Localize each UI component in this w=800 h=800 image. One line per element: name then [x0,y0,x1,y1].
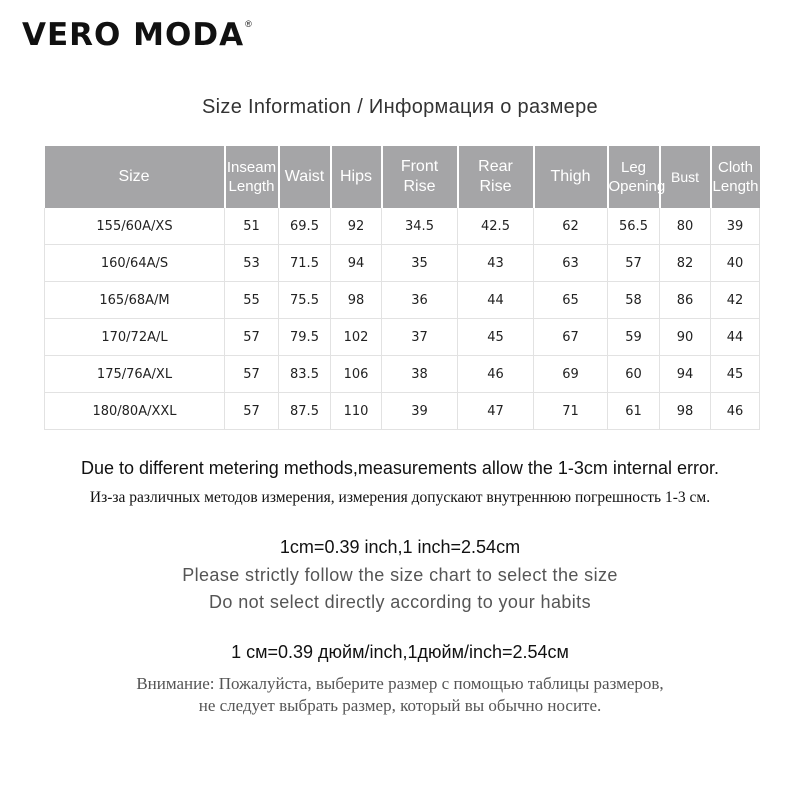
column-header-text: Rise [479,178,512,195]
measurement-cell: 42.5 [458,208,534,245]
measurement-cell: 56.5 [608,208,660,245]
measurement-cell: 82 [660,245,711,282]
measurement-cell: 62 [534,208,608,245]
measurement-cell: 92 [331,208,382,245]
follow-chart-note: Please strictly follow the size chart to select the size [182,565,618,585]
size-label-cell: 175/76A/XL [45,356,225,393]
column-header-text: Inseam [226,159,277,176]
column-header [660,146,711,208]
measurement-cell: 71 [534,393,608,430]
measurement-cell: 39 [382,393,458,430]
table-body [45,208,760,430]
table-row [45,356,760,393]
measurement-cell: 90 [660,319,711,356]
column-header [458,146,534,208]
measurement-cell: 53 [225,245,279,282]
measurement-cell: 67 [534,319,608,356]
measurement-cell: 102 [331,319,382,356]
table-row [45,319,760,356]
registered-mark: ® [245,19,252,29]
column-header [608,146,666,208]
column-header-text: Rise [403,178,436,195]
measurement-cell: 98 [331,282,382,319]
measurement-cell: 75.5 [279,282,331,319]
measurement-cell: 51 [225,208,279,245]
measurement-cell: 71.5 [279,245,331,282]
measurement-cell: 46 [711,393,760,430]
measurement-cell: 63 [534,245,608,282]
column-header [45,146,225,208]
measurement-cell: 79.5 [279,319,331,356]
column-header [534,146,608,208]
measurement-cell: 34.5 [382,208,458,245]
column-header [331,146,382,208]
measurement-cell: 47 [458,393,534,430]
size-label-cell: 170/72A/L [45,319,225,356]
measurement-cell: 55 [225,282,279,319]
column-header-text: Cloth [717,159,754,176]
measurement-error-note-en: Due to different metering methods,measurements allow the 1-3cm internal error. [81,458,719,478]
measurement-cell: 36 [382,282,458,319]
warning-ru-line-2: не следует выбрать размер, который вы обычно носите. [198,696,602,715]
measurement-cell: 46 [458,356,534,393]
page-title: Size Information / Информация о размере [202,96,598,118]
column-header [711,146,760,208]
measurement-cell: 44 [458,282,534,319]
measurement-cell: 58 [608,282,660,319]
measurement-cell: 40 [711,245,760,282]
measurement-cell: 86 [660,282,711,319]
measurement-cell: 57 [608,245,660,282]
measurement-cell: 35 [382,245,458,282]
size-label-cell: 160/64A/S [45,245,225,282]
size-label-cell: 155/60A/XS [45,208,225,245]
column-header [382,146,458,208]
measurement-cell: 42 [711,282,760,319]
column-header-text: Thigh [550,168,591,185]
table-row [45,282,760,319]
column-header-text: Waist [284,168,325,185]
measurement-cell: 43 [458,245,534,282]
column-header-text: Leg [620,159,647,176]
column-header-text: Size [118,168,150,185]
measurement-cell: 110 [331,393,382,430]
table-header-row [45,146,760,208]
column-header-text: Bust [670,169,699,185]
column-header-text: Opening [608,178,666,195]
unit-conversion-en: 1cm=0.39 inch,1 inch=2.54cm [279,537,521,557]
measurement-cell: 39 [711,208,760,245]
measurement-cell: 60 [608,356,660,393]
size-table [44,146,760,430]
column-header-text: Front [400,158,439,175]
table-row [45,208,760,245]
measurement-cell: 45 [458,319,534,356]
measurement-cell: 94 [660,356,711,393]
measurement-cell: 45 [711,356,760,393]
measurement-error-note-ru: Из-за различных методов измерения, измерения допускают внутреннюю погрешность 1-3 см. [89,489,711,506]
measurement-cell: 98 [660,393,711,430]
measurement-cell: 69.5 [279,208,331,245]
measurement-cell: 69 [534,356,608,393]
measurement-cell: 94 [331,245,382,282]
table-row [45,245,760,282]
column-header-text: Length [712,178,759,195]
brand-name: VERO MODA [22,17,245,53]
measurement-cell: 80 [660,208,711,245]
table-row [45,393,760,430]
measurement-cell: 37 [382,319,458,356]
size-label-cell: 165/68A/M [45,282,225,319]
measurement-cell: 83.5 [279,356,331,393]
measurement-cell: 65 [534,282,608,319]
brand-logo [22,16,252,54]
measurement-cell: 87.5 [279,393,331,430]
column-header [225,146,279,208]
column-header-text: Length [228,178,275,195]
column-header [279,146,331,208]
column-header-text: Rear [478,158,513,175]
measurement-cell: 59 [608,319,660,356]
measurement-cell: 106 [331,356,382,393]
measurement-cell: 38 [382,356,458,393]
habit-warning-note: Do not select directly according to your habits [209,592,591,612]
size-label-cell: 180/80A/XXL [45,393,225,430]
measurement-cell: 57 [225,356,279,393]
unit-conversion-ru: 1 см=0.39 дюйм/inch,1дюйм/inch=2.54см [231,642,569,662]
measurement-cell: 61 [608,393,660,430]
measurement-cell: 44 [711,319,760,356]
warning-ru-line-1: Внимание: Пожалуйста, выберите размер с помощью таблицы размеров, [136,674,664,693]
measurement-cell: 57 [225,393,279,430]
measurement-cell: 57 [225,319,279,356]
column-header-text: Hips [339,168,372,185]
